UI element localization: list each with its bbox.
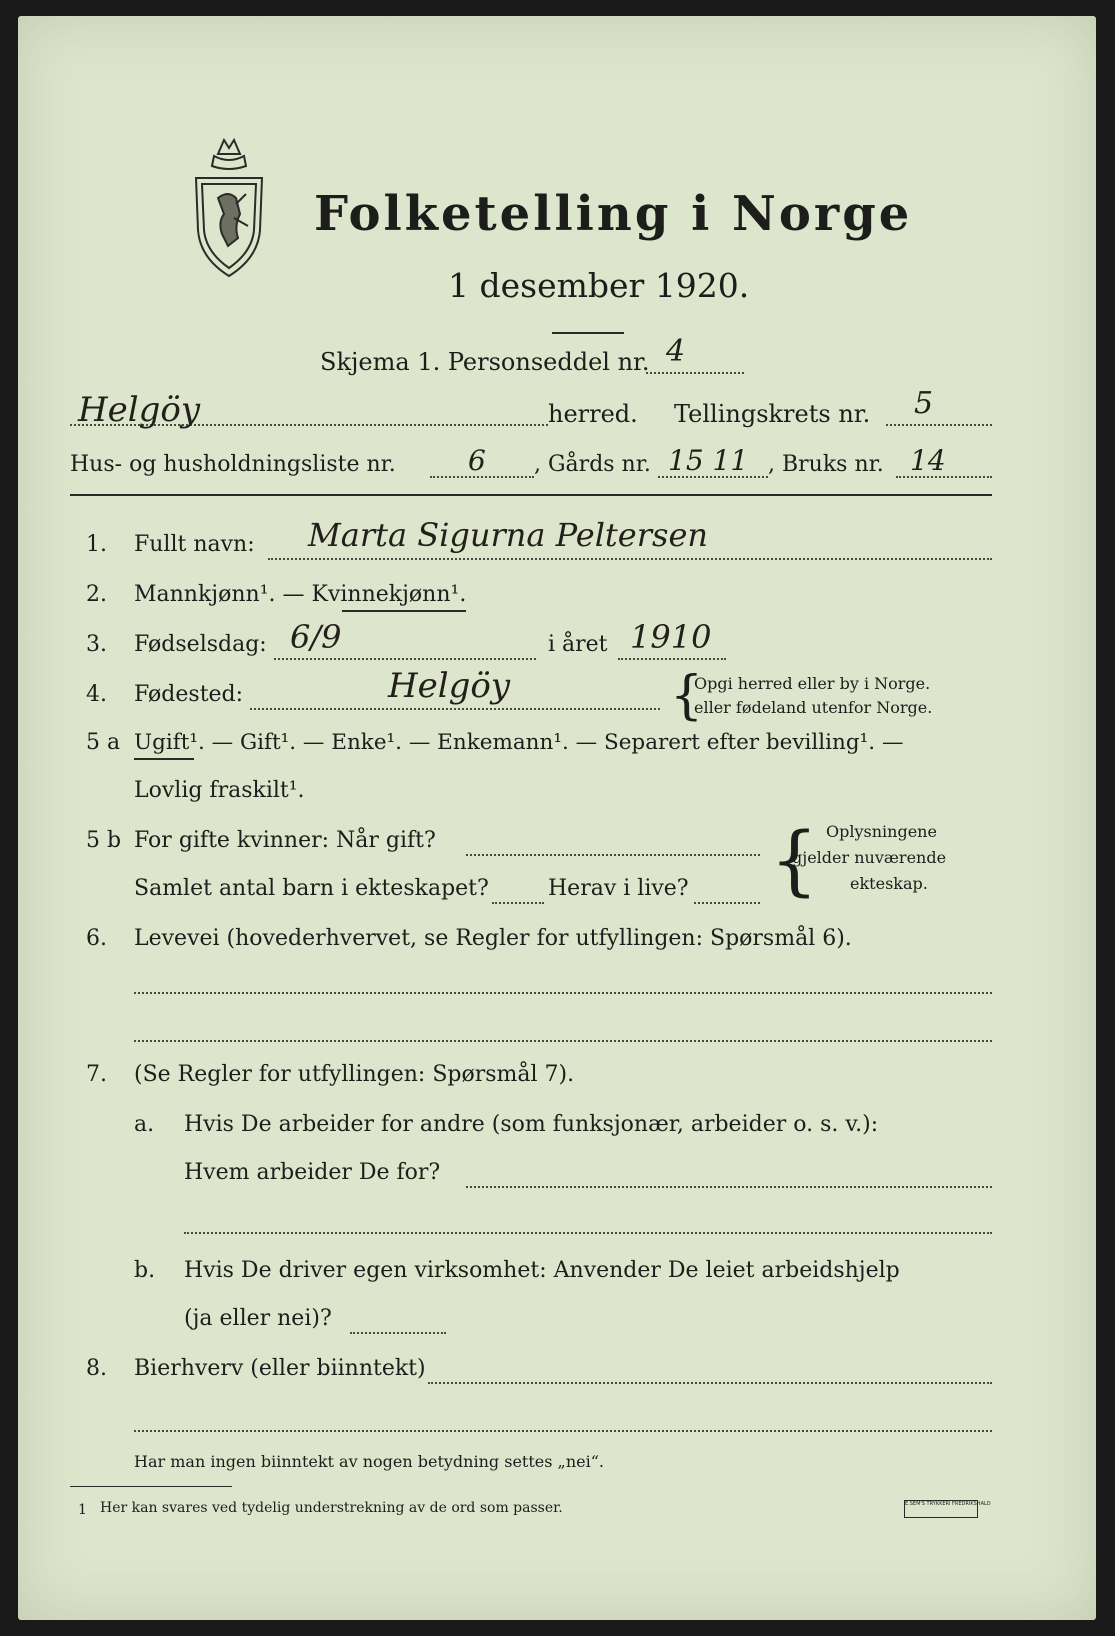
bruks-value: 14 (910, 444, 946, 477)
q7-label: (Se Regler for utfyllingen: Spørsmål 7). (134, 1062, 575, 1087)
gards-label: , Gårds nr. (534, 452, 651, 477)
footnote-text: Her kan svares ved tydelig understrekning av de ord som passer. (100, 1500, 563, 1516)
q8-line2 (134, 1430, 992, 1432)
birthplace-value: Helgöy (388, 666, 511, 706)
q5a-number: 5 a (86, 730, 121, 755)
q5a-line2: Lovlig fraskilt¹. (134, 778, 305, 803)
skjema-label: Skjema 1. Personseddel nr. (320, 348, 650, 376)
q8-label: Bierhverv (eller biinntekt) (134, 1356, 426, 1381)
q5b-note-line1: Oplysningene (826, 822, 937, 841)
q5b-bracket: { (770, 815, 819, 904)
q5b-married-line (466, 854, 760, 856)
q5b-note-line2: gjelder nuværende (792, 848, 947, 867)
census-date: 1 desember 1920. (448, 266, 750, 305)
year-line (618, 658, 726, 660)
skjema-line (646, 372, 744, 374)
q1-label: Fullt navn: (134, 532, 255, 557)
q5b-note-line3: ekteskap. (850, 874, 928, 893)
q4-number: 4. (86, 682, 107, 707)
q4-label: Fødested: (134, 682, 244, 707)
footnote-mark: 1 (78, 1502, 87, 1518)
tellingskrets-value: 5 (914, 386, 934, 421)
q7a-line2: Hvem arbeider De for? (184, 1160, 441, 1185)
q7b-line2: (ja eller nei)? (184, 1306, 332, 1331)
gards-value: 15 11 (668, 444, 749, 477)
herred-value: Helgöy (78, 390, 201, 430)
bruks-label: , Bruks nr. (768, 452, 884, 477)
q2-label: Mannkjønn¹. — Kvinnekjønn¹. (134, 582, 467, 607)
q1-line (268, 558, 992, 560)
q6-label: Levevei (hovederhvervet, se Regler for utfyllingen: Spørsmål 6). (134, 926, 852, 951)
q4-note-line2: eller fødeland utenfor Norge. (694, 698, 933, 717)
personseddel-number: 4 (666, 334, 686, 369)
q5b-line1: For gifte kvinner: Når gift? (134, 828, 436, 853)
kvinnekjonn-underline (342, 610, 466, 612)
birth-year-value: 1910 (630, 618, 712, 656)
q2-number: 2. (86, 582, 107, 607)
q3-number: 3. (86, 632, 107, 657)
q5b-children-label: Samlet antal barn i ekteskapet? (134, 876, 489, 901)
q1-number: 1. (86, 532, 107, 557)
husholdningsliste-label: Hus- og husholdningsliste nr. (70, 452, 396, 477)
header-rule (70, 494, 992, 496)
q5b-alive-line (694, 902, 760, 904)
printer-mark: E.SEM'S TRYKKERI FREDRIKSHALD (904, 1500, 978, 1518)
q7a-employer-line (466, 1186, 992, 1188)
q5b-alive-label: Herav i live? (548, 876, 689, 901)
tellingskrets-label: Tellingskrets nr. (674, 400, 871, 428)
q6-line1 (134, 992, 992, 994)
birthdate-value: 6/9 (290, 618, 342, 656)
q8-note: Har man ingen biinntekt av nogen betydning settes „nei“. (134, 1452, 604, 1471)
census-form-sheet (18, 16, 1096, 1620)
q7b-answer-line (350, 1332, 446, 1334)
form-title: Folketelling i Norge (314, 186, 913, 242)
q3-label: Fødselsdag: (134, 632, 267, 657)
tellingskrets-line (886, 424, 992, 426)
q8-number: 8. (86, 1356, 107, 1381)
q7a-extra-line (184, 1232, 992, 1234)
year-label: i året (548, 632, 608, 657)
q7b-letter: b. (134, 1258, 156, 1283)
q5a-line1: Ugift¹. — Gift¹. — Enke¹. — Enkemann¹. — Separert efter bevilling¹. — (134, 730, 904, 755)
q7-number: 7. (86, 1062, 107, 1087)
q6-number: 6. (86, 926, 107, 951)
q8-line1 (428, 1382, 992, 1384)
herred-label: herred. (548, 400, 638, 428)
q7b-line1: Hvis De driver egen virksomhet: Anvender De leiet arbeidshjelp (184, 1258, 900, 1283)
q7a-letter: a. (134, 1112, 155, 1137)
q4-line (250, 708, 660, 710)
q6-line2 (134, 1040, 992, 1042)
q4-bracket: { (670, 666, 704, 726)
q5b-children-line (492, 902, 544, 904)
coat-of-arms-icon (188, 134, 270, 282)
q7a-line1: Hvis De arbeider for andre (som funksjonær, arbeider o. s. v.): (184, 1112, 879, 1137)
full-name-value: Marta Sigurna Peltersen (308, 516, 708, 554)
ugift-underline (134, 758, 194, 760)
q3-line (274, 658, 536, 660)
husholdningsliste-value: 6 (468, 444, 486, 477)
q5b-number: 5 b (86, 828, 122, 853)
footnote-rule (70, 1486, 232, 1487)
title-divider (552, 332, 624, 334)
q4-note-line1: Opgi herred eller by i Norge. (694, 674, 931, 693)
